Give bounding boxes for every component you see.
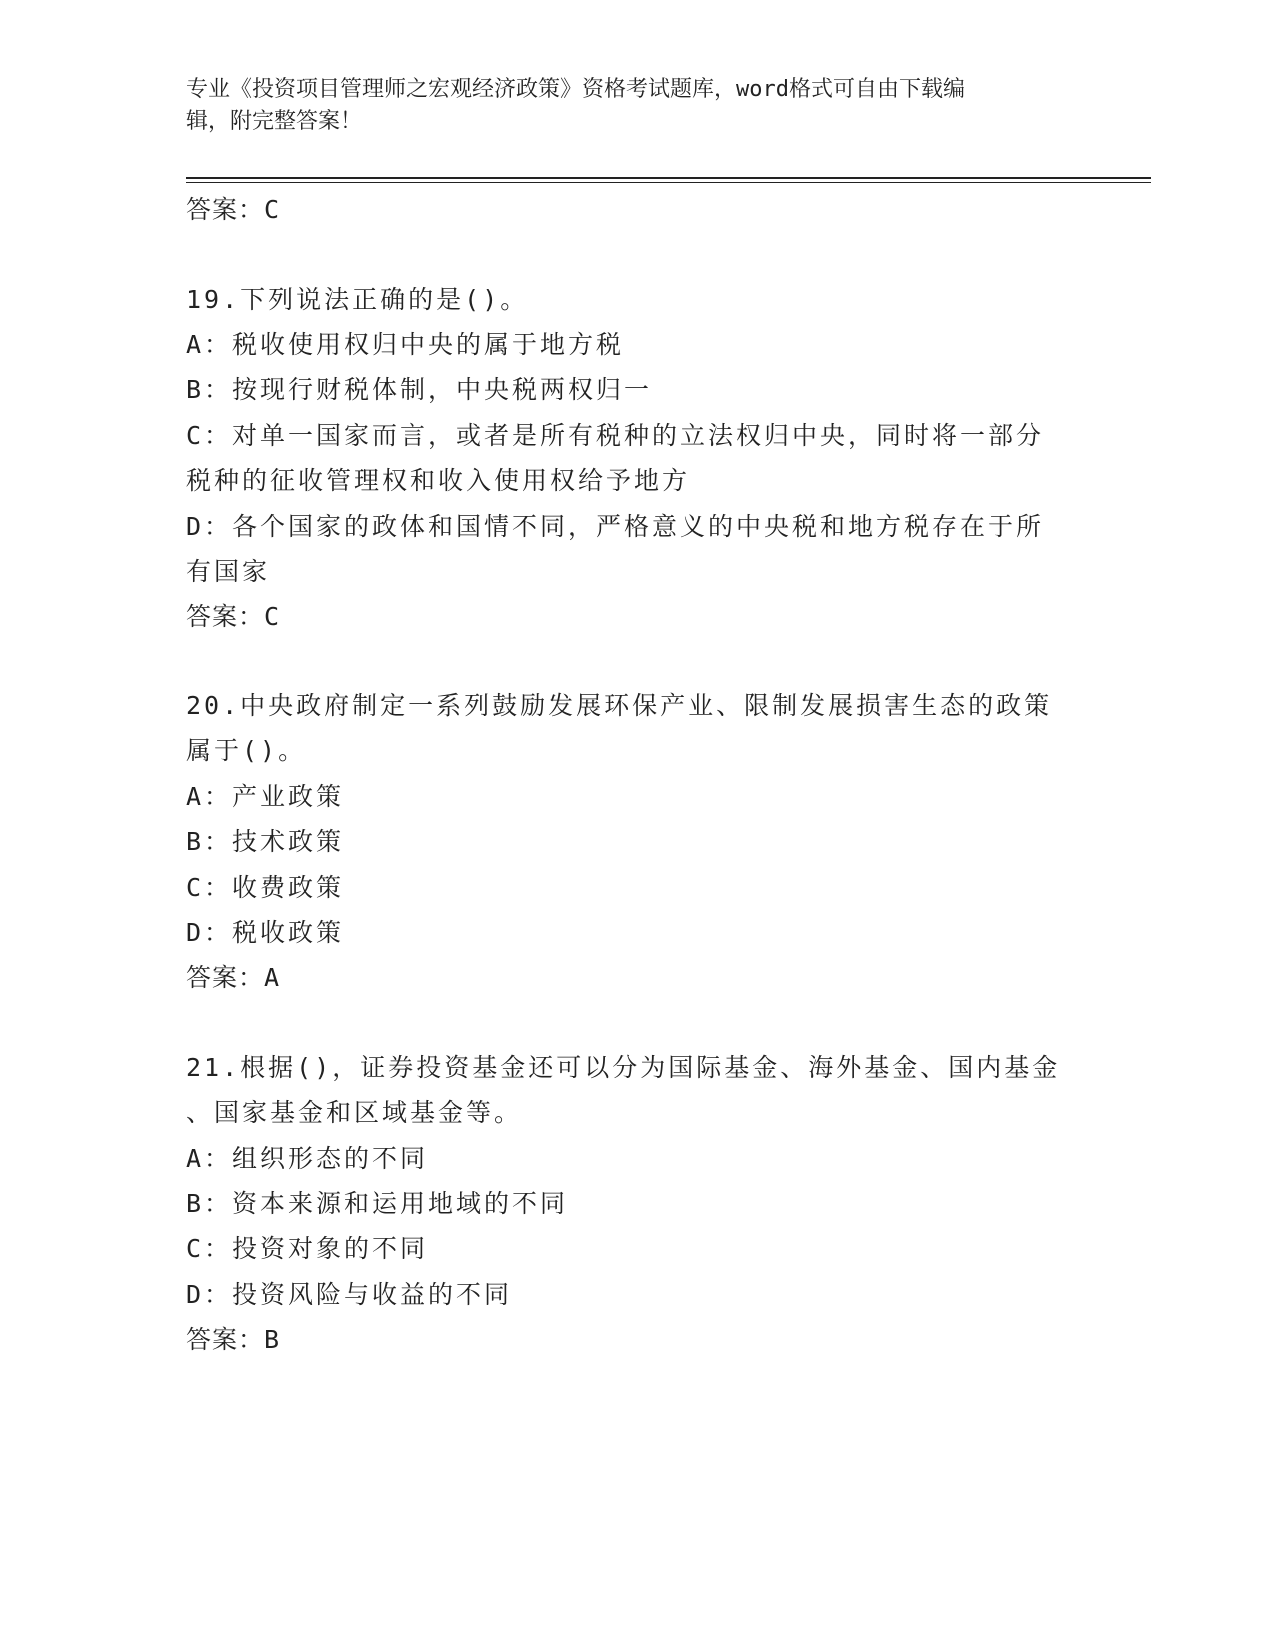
header-rule-thick — [186, 177, 1151, 179]
question-19-option-a: A：税收使用权归中央的属于地方税 — [186, 330, 625, 359]
question-20-stem: 20.中央政府制定一系列鼓励发展环保产业、限制发展损害生态的政策 — [186, 691, 1053, 720]
question-21-option-b: B：资本来源和运用地域的不同 — [186, 1189, 569, 1218]
question-21-stem-cont: 、国家基金和区域基金等。 — [186, 1098, 523, 1127]
question-21-option-c: C：投资对象的不同 — [186, 1234, 429, 1263]
header-line-1: 专业《投资项目管理师之宏观经济政策》资格考试题库，word格式可自由下载编 — [186, 77, 965, 102]
question-21-option-d: D：投资风险与收益的不同 — [186, 1280, 513, 1309]
previous-answer: 答案：C — [186, 195, 281, 224]
page-header — [186, 74, 1066, 138]
question-20-answer: 答案：A — [186, 963, 281, 992]
question-21-answer: 答案：B — [186, 1325, 281, 1354]
header-rule-thin — [186, 182, 1151, 183]
question-19-option-d-cont: 有国家 — [186, 557, 271, 586]
question-20-option-b: B：技术政策 — [186, 827, 345, 856]
question-20-option-a: A：产业政策 — [186, 782, 345, 811]
question-20-option-c: C：收费政策 — [186, 873, 345, 902]
question-19-answer: 答案：C — [186, 602, 281, 631]
question-21-stem: 21.根据()，证券投资基金还可以分为国际基金、海外基金、国内基金 — [186, 1053, 1061, 1082]
header-line-2: 辑，附完整答案！ — [186, 109, 363, 134]
question-19-option-c: C：对单一国家而言，或者是所有税种的立法权归中央，同时将一部分 — [186, 421, 1045, 450]
question-19-option-b: B：按现行财税体制，中央税两权归一 — [186, 375, 653, 404]
question-20-option-d: D：税收政策 — [186, 918, 345, 947]
question-19-option-d: D：各个国家的政体和国情不同，严格意义的中央税和地方税存在于所 — [186, 512, 1045, 541]
question-21-option-a: A：组织形态的不同 — [186, 1144, 429, 1173]
question-20-stem-cont: 属于()。 — [186, 736, 307, 765]
question-19-stem: 19.下列说法正确的是()。 — [186, 285, 529, 314]
question-19-option-c-cont: 税种的征收管理权和收入使用权给予地方 — [186, 466, 691, 495]
